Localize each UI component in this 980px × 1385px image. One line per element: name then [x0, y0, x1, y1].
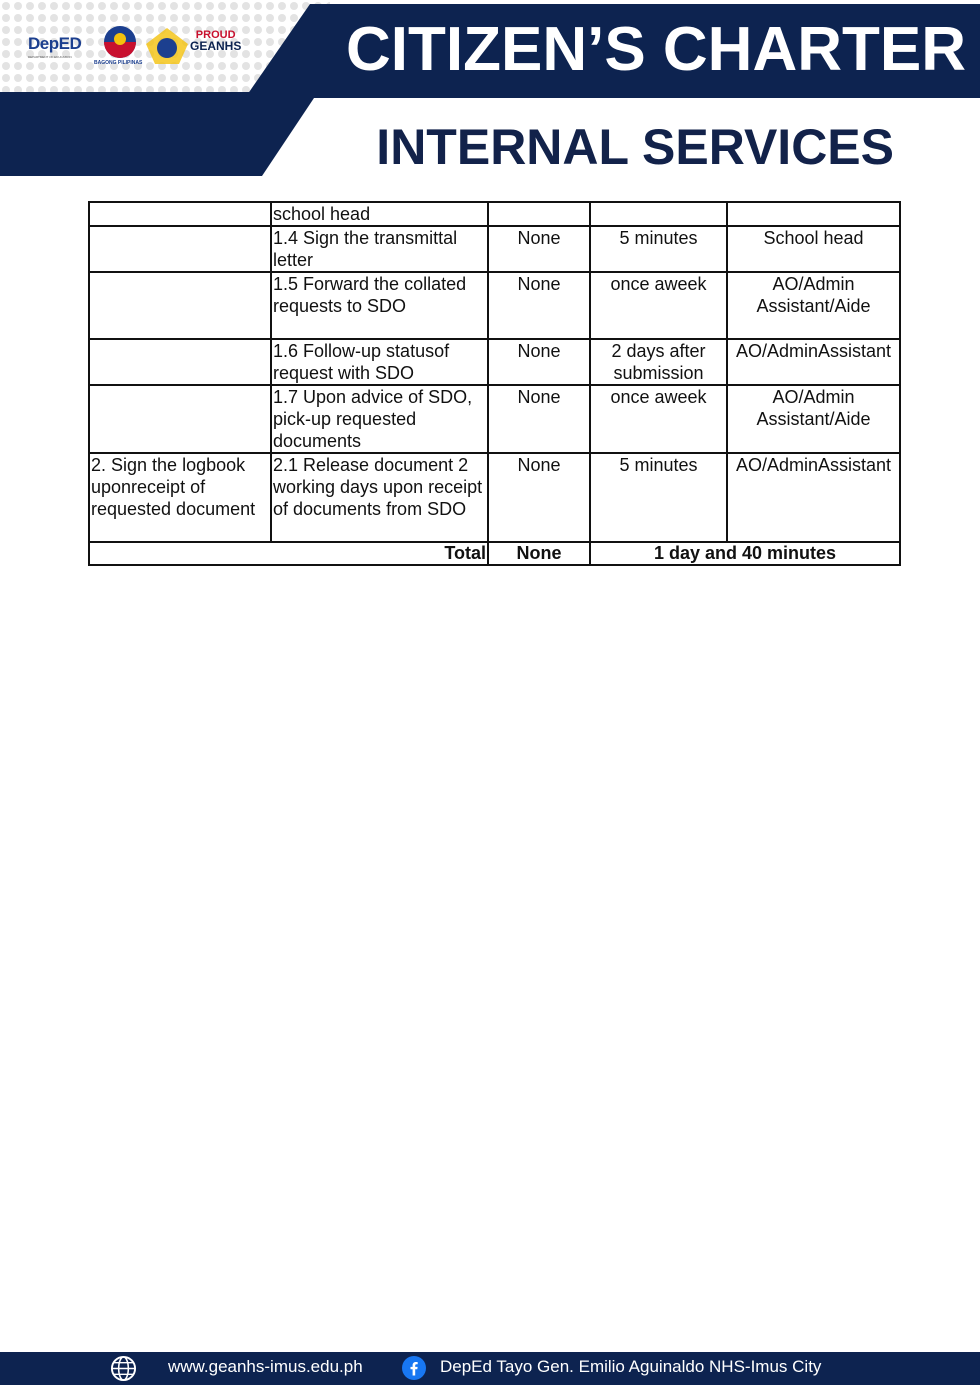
total-fees: None [488, 542, 590, 565]
page-subtitle: INTERNAL SERVICES [376, 119, 894, 175]
agency-action-cell: 1.7 Upon advice of SDO, pick-up requested documents [271, 385, 488, 453]
bagong-pilipinas-emblem [100, 24, 140, 60]
processing-time-cell: 2 days after submission [590, 339, 727, 385]
processing-time-cell: 5 minutes [590, 226, 727, 272]
deped-logo: DepED [28, 34, 82, 53]
processing-time-cell: 5 minutes [590, 453, 727, 542]
deped-logo-subtext: DEPARTMENT OF EDUCATION [28, 55, 72, 59]
website-link[interactable]: www.geanhs-imus.edu.ph [168, 1357, 363, 1376]
total-row [89, 542, 900, 565]
agency-action-cell: 1.4 Sign the transmittal letter [271, 226, 488, 272]
fees-cell: None [488, 453, 590, 542]
person-responsible-cell: AO/AdminAssistant [727, 339, 900, 385]
total-processing-time: 1 day and 40 minutes [590, 542, 900, 565]
page-footer [0, 1352, 980, 1385]
globe-icon [110, 1355, 137, 1382]
agency-action-cell: 2.1 Release document 2 working days upon receipt of documents from SDO [271, 453, 488, 542]
table-row [89, 453, 900, 542]
proud-geanhs-logo [190, 30, 241, 52]
client-step-cell: 2. Sign the logbook uponreceipt of requested document [89, 453, 271, 542]
page-header [0, 0, 980, 180]
facebook-page-link[interactable]: DepEd Tayo Gen. Emilio Aguinaldo NHS-Imus City [440, 1357, 822, 1376]
client-step-cell [89, 226, 271, 272]
geanhs-label: GEANHS [190, 39, 242, 53]
table-row [89, 272, 900, 339]
processing-time-cell: once aweek [590, 272, 727, 339]
processing-time-cell: once aweek [590, 385, 727, 453]
client-step-cell [89, 202, 271, 226]
person-responsible-cell: AO/Admin Assistant/Aide [727, 272, 900, 339]
table-row [89, 202, 900, 226]
table-row [89, 226, 900, 272]
table-row [89, 339, 900, 385]
agency-action-cell: 1.6 Follow-up statusof request with SDO [271, 339, 488, 385]
logo-strip [0, 0, 300, 92]
client-step-cell [89, 272, 271, 339]
processing-time-cell [590, 202, 727, 226]
facebook-icon [402, 1356, 426, 1380]
geanhs-seal-icon [144, 26, 190, 66]
fees-cell: None [488, 385, 590, 453]
person-responsible-cell: School head [727, 226, 900, 272]
fees-cell [488, 202, 590, 226]
fees-cell: None [488, 339, 590, 385]
table-row [89, 385, 900, 453]
person-responsible-cell [727, 202, 900, 226]
agency-action-cell: school head [271, 202, 488, 226]
fees-cell: None [488, 272, 590, 339]
proud-label: PROUD [195, 29, 236, 41]
client-step-cell [89, 339, 271, 385]
total-label: Total [89, 542, 488, 565]
fees-cell: None [488, 226, 590, 272]
client-step-cell [89, 385, 271, 453]
bagong-pilipinas-label: BAGONG PILIPINAS [94, 60, 143, 66]
page-title: CITIZEN’S CHARTER [346, 15, 966, 84]
agency-action-cell: 1.5 Forward the collated requests to SDO [271, 272, 488, 339]
service-table [88, 201, 901, 566]
person-responsible-cell: AO/Admin Assistant/Aide [727, 385, 900, 453]
person-responsible-cell: AO/AdminAssistant [727, 453, 900, 542]
